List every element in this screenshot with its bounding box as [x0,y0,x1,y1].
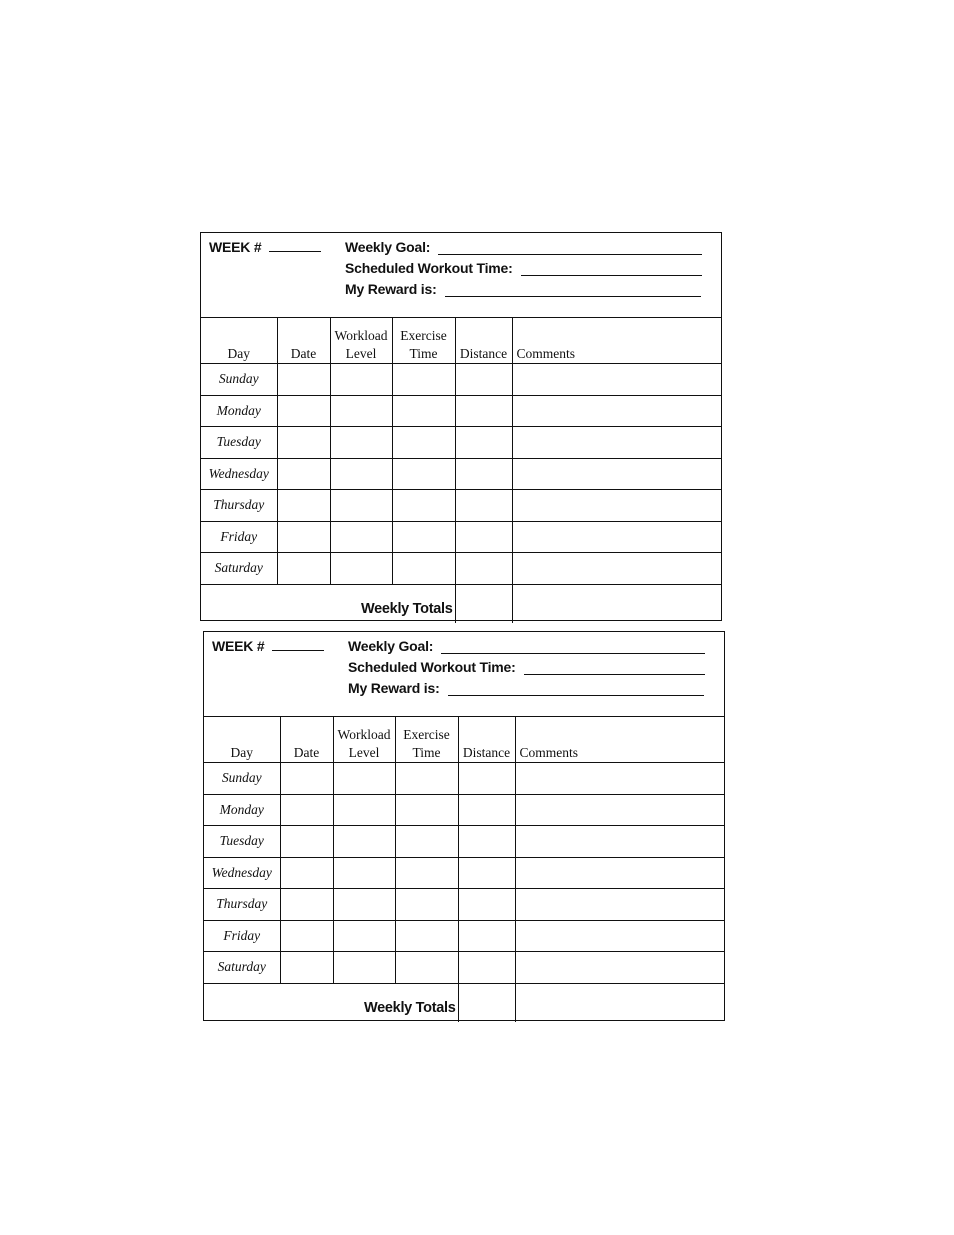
workload-cell[interactable] [333,826,395,858]
workload-cell[interactable] [333,857,395,889]
date-cell[interactable] [277,490,330,522]
exercise-time-cell[interactable] [395,952,458,984]
total-distance-cell[interactable] [458,983,515,1022]
col-date: Date [277,317,330,364]
date-cell[interactable] [280,826,333,858]
workload-cell[interactable] [330,490,392,522]
distance-cell[interactable] [458,763,515,795]
week-number-line[interactable] [269,239,321,252]
comments-cell[interactable] [515,826,724,858]
distance-cell[interactable] [455,364,512,396]
table-row [204,920,724,952]
workload-cell[interactable] [330,427,392,459]
column-headers [204,716,724,763]
weekly-goal-line[interactable] [441,641,705,654]
workload-cell[interactable] [333,920,395,952]
date-cell[interactable] [280,763,333,795]
comments-cell[interactable] [512,427,721,459]
date-cell[interactable] [277,521,330,553]
weekly-goal-line[interactable] [438,242,702,255]
weekly-goal-field[interactable]: Weekly Goal: [348,638,705,654]
date-cell[interactable] [277,427,330,459]
reward-field[interactable]: My Reward is: [348,680,704,696]
comments-cell[interactable] [515,857,724,889]
col-distance: Distance [455,317,512,364]
total-comments-cell[interactable] [515,983,724,1022]
distance-cell[interactable] [458,857,515,889]
comments-cell[interactable] [512,521,721,553]
comments-cell[interactable] [515,763,724,795]
totals-row [204,983,724,1022]
exercise-time-cell[interactable] [392,521,455,553]
day-label: Monday [204,794,280,826]
date-cell[interactable] [280,920,333,952]
workout-table [204,716,724,1022]
scheduled-workout-line[interactable] [524,662,705,675]
date-cell[interactable] [280,857,333,889]
table-row [204,794,724,826]
exercise-time-cell[interactable] [392,395,455,427]
workload-cell[interactable] [333,763,395,795]
exercise-time-cell[interactable] [392,427,455,459]
comments-cell[interactable] [515,794,724,826]
workload-cell[interactable] [330,395,392,427]
distance-cell[interactable] [458,794,515,826]
comments-cell[interactable] [512,458,721,490]
week-number-field[interactable]: WEEK # [212,638,324,654]
table-row [201,427,721,459]
workout-table [201,317,721,623]
comments-cell[interactable] [515,889,724,921]
col-day: Day [204,716,280,763]
comments-cell[interactable] [512,395,721,427]
workload-cell[interactable] [333,794,395,826]
workload-cell[interactable] [330,553,392,585]
exercise-time-cell[interactable] [395,826,458,858]
table-row [201,458,721,490]
col-comments: Comments [515,716,724,763]
reward-line[interactable] [445,284,701,297]
weekly-log-1 [200,232,722,621]
week-number-field[interactable]: WEEK # [209,239,321,255]
table-row [201,490,721,522]
exercise-time-cell[interactable] [395,920,458,952]
day-label: Friday [201,521,277,553]
exercise-time-cell[interactable] [395,857,458,889]
day-label: Saturday [201,553,277,585]
workload-cell[interactable] [330,458,392,490]
table-row [201,364,721,396]
weekly-log-2 [203,631,725,1021]
col-day: Day [201,317,277,364]
exercise-time-cell[interactable] [395,889,458,921]
col-exercise-time: Exercise Time [395,716,458,763]
day-label: Saturday [204,952,280,984]
table-row [204,889,724,921]
date-cell[interactable] [280,794,333,826]
workload-cell[interactable] [330,521,392,553]
col-date: Date [280,716,333,763]
table-row [204,826,724,858]
log-header [201,233,721,318]
day-label: Monday [201,395,277,427]
distance-cell[interactable] [458,889,515,921]
distance-cell[interactable] [458,826,515,858]
distance-cell[interactable] [455,427,512,459]
table-row [201,553,721,585]
table-row [201,395,721,427]
comments-cell[interactable] [515,920,724,952]
distance-cell[interactable] [455,395,512,427]
totals-row [201,584,721,623]
scheduled-workout-field[interactable]: Scheduled Workout Time: [345,260,702,276]
day-label: Wednesday [204,857,280,889]
comments-cell[interactable] [515,952,724,984]
comments-cell[interactable] [512,490,721,522]
day-label: Tuesday [204,826,280,858]
total-distance-cell[interactable] [455,584,512,623]
col-exercise-time: Exercise Time [392,317,455,364]
workload-cell[interactable] [330,364,392,396]
distance-cell[interactable] [455,490,512,522]
day-label: Sunday [201,364,277,396]
log-header [204,632,724,717]
comments-cell[interactable] [512,364,721,396]
day-label: Thursday [201,490,277,522]
weekly-totals-label: Weekly Totals [201,584,455,623]
weekly-totals-label: Weekly Totals [204,983,458,1022]
date-cell[interactable] [277,458,330,490]
comments-cell[interactable] [512,553,721,585]
day-label: Thursday [204,889,280,921]
reward-line[interactable] [448,683,704,696]
total-comments-cell[interactable] [512,584,721,623]
date-cell[interactable] [280,889,333,921]
exercise-time-cell[interactable] [395,794,458,826]
day-label: Wednesday [201,458,277,490]
date-cell[interactable] [280,952,333,984]
distance-cell[interactable] [458,920,515,952]
table-row [204,857,724,889]
workload-cell[interactable] [333,952,395,984]
week-number-line[interactable] [272,638,324,651]
exercise-time-cell[interactable] [392,364,455,396]
table-row [204,952,724,984]
reward-field[interactable]: My Reward is: [345,281,701,297]
exercise-time-cell[interactable] [395,763,458,795]
col-distance: Distance [458,716,515,763]
exercise-time-cell[interactable] [392,458,455,490]
column-headers [201,317,721,364]
workload-cell[interactable] [333,889,395,921]
col-workload: Workload Level [330,317,392,364]
col-workload: Workload Level [333,716,395,763]
exercise-time-cell[interactable] [392,553,455,585]
table-row [204,763,724,795]
weekly-goal-field[interactable]: Weekly Goal: [345,239,702,255]
scheduled-workout-line[interactable] [521,263,702,276]
distance-cell[interactable] [455,521,512,553]
distance-cell[interactable] [455,458,512,490]
distance-cell[interactable] [455,553,512,585]
table-row [201,521,721,553]
scheduled-workout-field[interactable]: Scheduled Workout Time: [348,659,705,675]
day-label: Friday [204,920,280,952]
date-cell[interactable] [277,364,330,396]
exercise-time-cell[interactable] [392,490,455,522]
date-cell[interactable] [277,395,330,427]
distance-cell[interactable] [458,952,515,984]
day-label: Tuesday [201,427,277,459]
col-comments: Comments [512,317,721,364]
day-label: Sunday [204,763,280,795]
date-cell[interactable] [277,553,330,585]
